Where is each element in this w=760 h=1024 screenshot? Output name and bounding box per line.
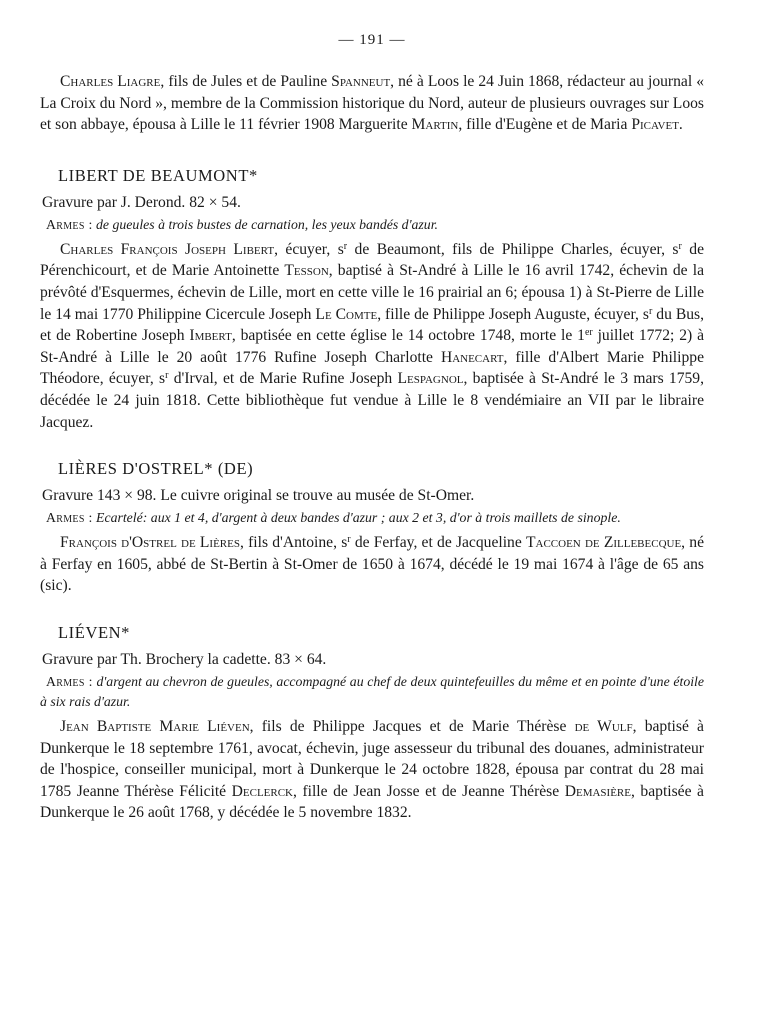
entry-libert-de-beaumont — [40, 166, 704, 433]
entry-biography: Charles François Joseph Libert, écuyer, $s^r$ de Beaumont, fils de Philippe Charles, écuyer, $s^r$ de Pérenchicourt, et de Marie Antoinette Tesson, baptisé à St-André à Lille le 16 avril 1742, échevin de la prévôté d'Esquermes, échevin de Lille, mort en cette ville le 16 prairial an 6; épousa 1) à St-Pierre de Lille le 14 mai 1770 Philippine Cicercule Joseph Le Comte, fille de Philippe Joseph Auguste, écuyer, $s^r$ du Bus, et de Robertine Joseph Imbert, baptisée en cette église le 14 octobre 1748, morte le 1er juillet 1772; 2) à St-André à Lille le 20 août 1776 Rufine Joseph Charlotte Hanecart, fille d'Albert Marie Philippe Théodore, écuyer, $s^r$ d'Irval, et de Marie Rufine Joseph Lespagnol, baptisée à St-André le 3 mars 1759, décédée le 24 juin 1818. Cette bibliothèque fut vendue à Lille le 8 vendémiaire an VII par le libraire Jacquez. — [40, 240, 705, 431]
person-name: Charles François Joseph Libert — [60, 240, 275, 258]
person-name: François d'Ostrel de Lières — [60, 534, 240, 552]
entry-lieven — [40, 623, 704, 824]
gravure-line: Gravure 143 × 98. Le cuivre original se trouve au musée de St-Omer. — [42, 487, 475, 505]
entry-biography: François d'Ostrel de Lières, fils d'Antoine, $s^r$ de Ferfay, et de Jacqueline Taccoen de Zillebecque, né à Ferfay en 1605, abbé de St-Bertin à St-Omer de 1650 à 1674, décédé le 19 mai 1674 à l'âge de 65 ans (sic). — [40, 534, 705, 595]
entry-title: LIÈRES D'OSTREL* (DE) — [58, 459, 254, 479]
blazon-text: de gueules à trois bustes de carnation, les yeux bandés d'azur. — [96, 216, 438, 232]
entry-title: LIBERT DE BEAUMONT* — [58, 165, 258, 185]
person-name: Charles Liagre — [60, 73, 161, 90]
intro-paragraph: Charles Liagre, fils de Jules et de Pauline Spanneut, né à Loos le 24 Juin 1868, rédacteur au journal « La Croix du Nord », membre de la Commission historique du Nord, auteur de plusieurs ouvrages sur Loos et son abbaye, épousa à Lille le 11 février 1908 Marguerite Martin, fille d'Eugène et de Maria Picavet. — [40, 73, 705, 134]
blazon-text: Ecartelé: aux 1 et 4, d'argent à deux bandes d'azur ; aux 2 et 3, d'or à trois maillets de sinople. — [96, 510, 621, 526]
armes-line: Armes : de gueules à trois bustes de carnation, les yeux bandés d'azur. — [46, 216, 438, 232]
gravure-line: Gravure par Th. Brochery la cadette. 83 × 64. — [42, 650, 327, 668]
armes-line: Armes : Ecartelé: aux 1 et 4, d'argent à deux bandes d'azur ; aux 2 et 3, d'or à trois maillets de sinople. — [46, 510, 621, 526]
entry-biography: Jean Baptiste Marie Liéven, fils de Philippe Jacques et de Marie Thérèse de Wulf, baptisé à Dunkerque le 18 septembre 1761, avocat, échevin, juge assesseur du tribunal des douanes, administrateur de l'hospice, conseiller municipal, mort à Dunkerque le 24 octobre 1828, épousa par contrat du 28 mai 1785 Jeanne Thérèse Félicité Declerck, fille de Jean Josse et de Jeanne Thérèse Demasière, baptisée à Dunkerque le 26 août 1768, y décédée le 5 novembre 1832. — [40, 717, 704, 822]
person-name: Jean Baptiste Marie Liéven — [60, 717, 250, 735]
page-number: — 191 — — [338, 32, 406, 48]
entry-title: LIÉVEN* — [58, 622, 131, 642]
gravure-line: Gravure par J. Derond. 82 × 54. — [42, 193, 241, 211]
entry-lieres-d-ostrel — [40, 459, 704, 597]
armes-line: Armes : d'argent au chevron de gueules, accompagné au chef de deux quintefeuilles du même et en pointe d'une étoile à six rais d'azur. — [40, 673, 705, 709]
blazon-text: d'argent au chevron de gueules, accompagné au chef de deux quintefeuilles du même et en pointe d'une étoile à six rais d'azur. — [40, 673, 705, 709]
